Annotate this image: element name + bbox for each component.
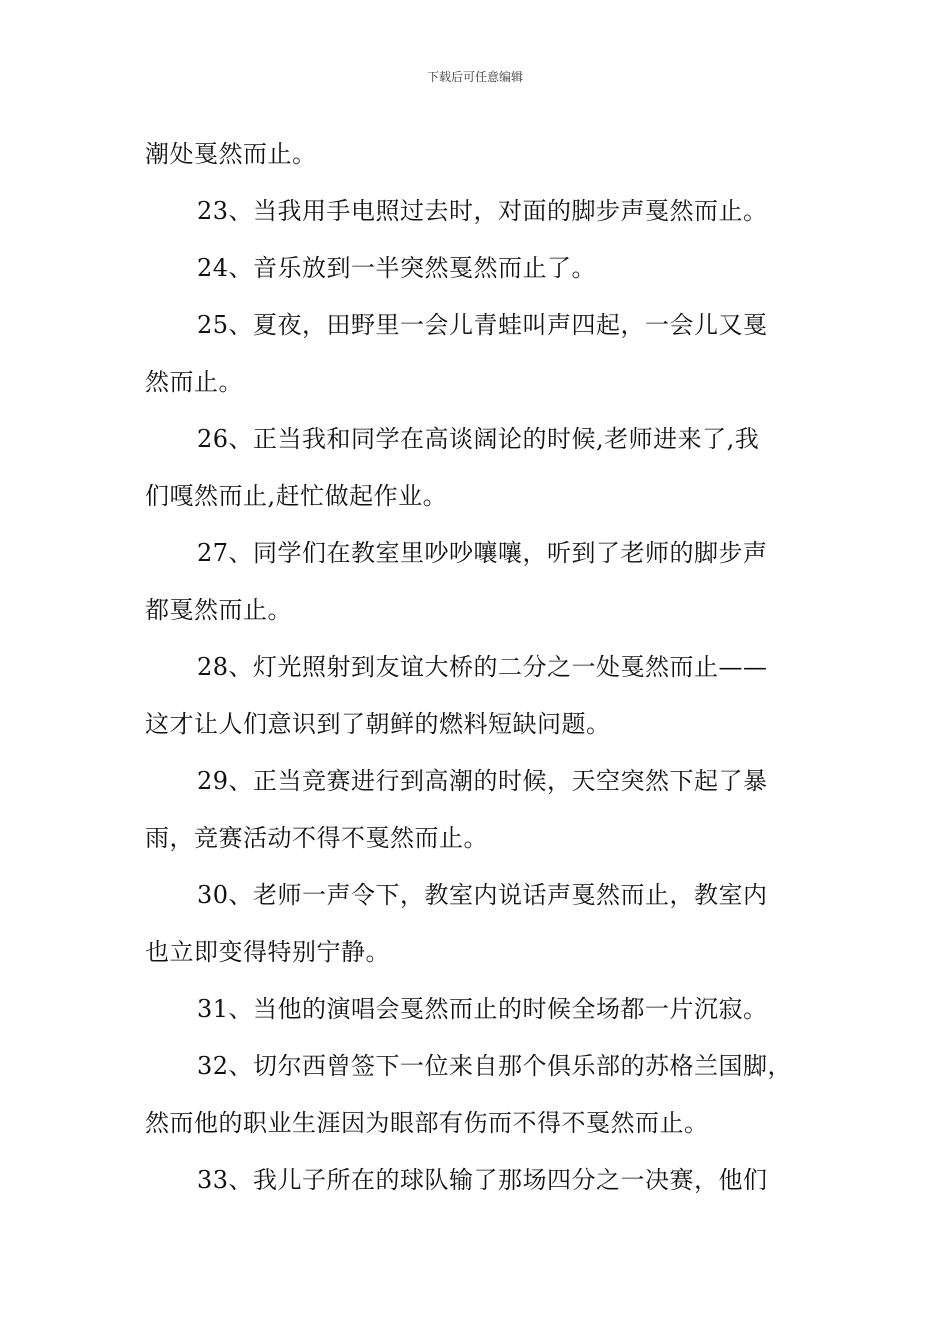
- text-line: 28、灯光照射到友谊大桥的二分之一处戛然而止——: [197, 653, 768, 681]
- page-header: 下载后可任意编辑: [426, 70, 523, 84]
- text-line: 也立即变得特别宁静。: [145, 938, 390, 966]
- text-line: 26、正当我和同学在高谈阔论的时候,老师进来了,我: [197, 425, 760, 453]
- text-line: 27、同学们在教室里吵吵嚷嚷，听到了老师的脚步声: [197, 539, 768, 567]
- text-line: 这才让人们意识到了朝鲜的燃料短缺问题。: [145, 710, 611, 738]
- text-line: 雨，竞赛活动不得不戛然而止。: [145, 824, 488, 852]
- text-line: 29、正当竞赛进行到高潮的时候，天空突然下起了暴: [197, 767, 768, 795]
- text-line: 然而他的职业生涯因为眼部有伤而不得不戛然而止。: [145, 1109, 709, 1137]
- text-line: 都戛然而止。: [145, 596, 292, 624]
- text-line: 31、当他的演唱会戛然而止的时候全场都一片沉寂。: [197, 995, 768, 1023]
- document-body: [145, 126, 810, 1209]
- text-line: 32、切尔西曾签下一位来自那个俱乐部的苏格兰国脚，: [197, 1052, 793, 1080]
- text-line: 30、老师一声令下，教室内说话声戛然而止，教室内: [197, 881, 768, 909]
- text-line: 24、音乐放到一半突然戛然而止了。: [197, 254, 597, 282]
- text-line: 潮处戛然而止。: [145, 140, 317, 168]
- text-line: 33、我儿子所在的球队输了那场四分之一决赛，他们: [197, 1166, 768, 1194]
- text-line: 然而止。: [145, 368, 243, 396]
- text-line: 们嘎然而止,赶忙做起作业。: [145, 482, 448, 510]
- text-line: 25、夏夜，田野里一会儿青蛙叫声四起，一会儿又戛: [197, 311, 768, 339]
- text-line: 23、当我用手电照过去时，对面的脚步声戛然而止。: [197, 197, 768, 225]
